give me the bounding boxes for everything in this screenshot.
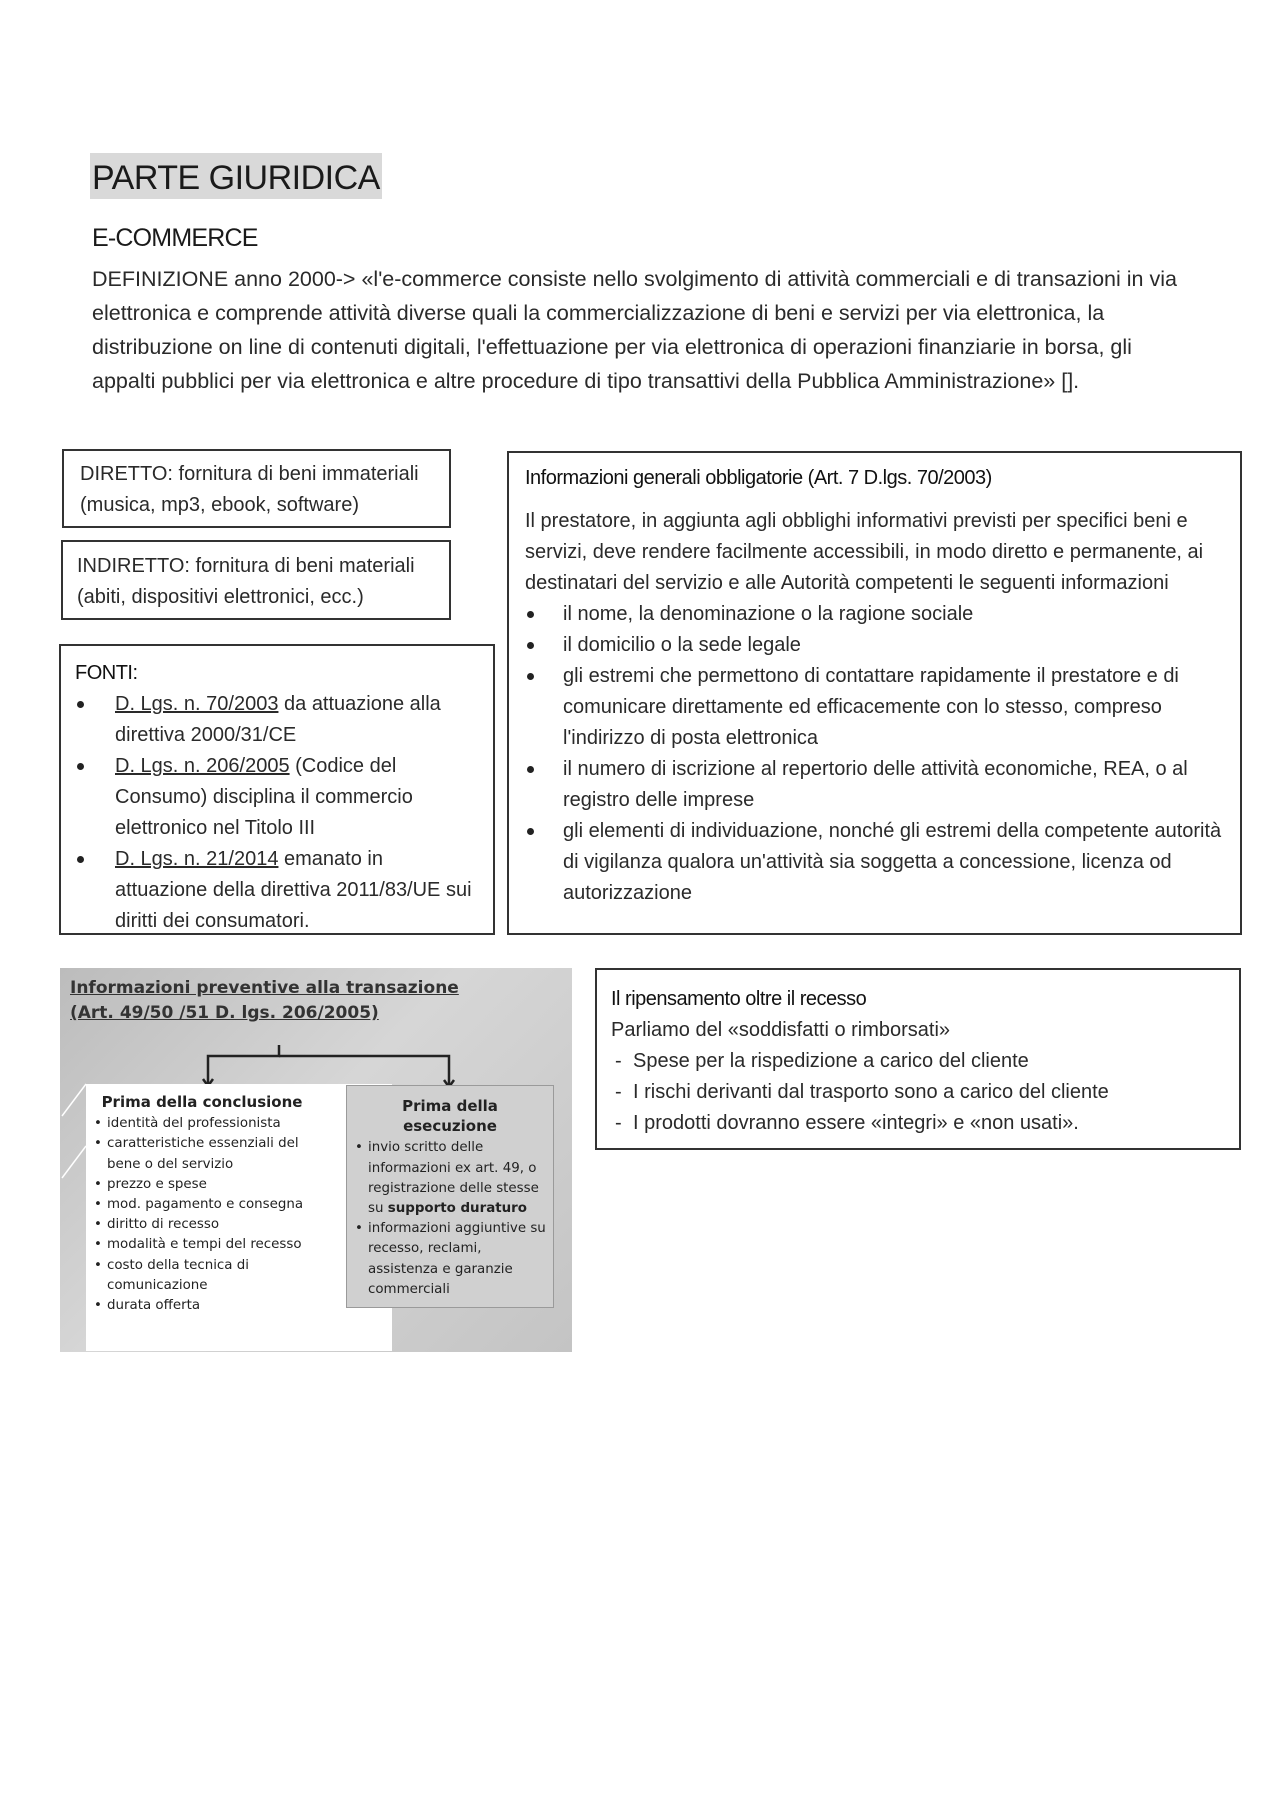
diretto-box <box>62 449 451 528</box>
list-item: - I rischi derivanti dal trasporto sono a carico del cliente <box>611 1077 1225 1108</box>
list-item: gli elementi di individuazione, nonché gli estremi della competente autorità di vigilanza qualora un'attività sia soggetta a concessione, licenza od autorizzazione <box>525 816 1224 909</box>
transaction-info-diagram <box>60 968 572 1352</box>
list-item: • costo della tecnica di comunicazione <box>92 1256 310 1296</box>
page-title: PARTE GIURIDICA <box>90 153 382 199</box>
prima-conclusione-list <box>92 1114 310 1316</box>
ripensamento-box <box>595 968 1241 1150</box>
info-intro: Il prestatore, in aggiunta agli obblighi informativi previsti per specifici beni e servizi, deve rendere facilmente accessibili, in modo diretto e permanente, ai destinatari del servizio e alle Autorità competenti le seguenti informazioni <box>525 510 1204 594</box>
section-title: E-COMMERCE <box>92 224 258 252</box>
diagram-title-line1: Informazioni preventive alla transazione <box>70 978 459 998</box>
indiretto-box <box>61 540 451 620</box>
list-item: il nome, la denominazione o la ragione sociale <box>525 599 1224 630</box>
list-item: il domicilio o la sede legale <box>525 630 1224 661</box>
list-item: • identità del professionista <box>92 1114 310 1134</box>
info-obbligatorie-box <box>507 451 1242 935</box>
list-item: • prezzo e spese <box>92 1175 310 1195</box>
indiretto-text: INDIRETTO: fornitura di beni materiali (abiti, dispositivi elettronici, ecc.) <box>77 555 415 608</box>
list-item <box>353 1138 547 1219</box>
prima-esecuzione-heading: Prima della esecuzione <box>402 1097 498 1136</box>
info-list <box>525 599 1224 909</box>
list-item: - Spese per la rispedizione a carico del cliente <box>611 1046 1225 1077</box>
law-link[interactable]: D. Lgs. n. 206/2005 <box>115 755 290 777</box>
prima-esecuzione-list <box>353 1138 547 1300</box>
law-link[interactable]: D. Lgs. n. 70/2003 <box>115 693 279 715</box>
item-emphasis: supporto duraturo <box>387 1201 527 1217</box>
item-text: invio scritto delle informazioni ex art. 49, o registrazione delle stesse su <box>368 1140 539 1217</box>
list-item <box>75 844 479 937</box>
list-item <box>75 751 479 844</box>
diagram-title-line2: (Art. 49/50 /51 D. lgs. 206/2005) <box>70 1003 379 1023</box>
ripensamento-list <box>611 1046 1225 1139</box>
law-link[interactable]: D. Lgs. n. 21/2014 <box>115 848 279 870</box>
definition-paragraph: DEFINIZIONE anno 2000-> «l'e-commerce consiste nello svolgimento di attività commerciali e di transazioni in via elettronica e comprende attività diverse quali la commercializzazione di beni e servizi per via elettronica, la distribuzione on line di contenuti digitali, l'effettuazione per via elettronica di operazioni finanziarie in borsa, gli appalti pubblici per via elettronica e altre procedure di tipo transattivi della Pubblica Amministrazione» []. <box>92 267 1177 393</box>
ripensamento-intro: Parliamo del «soddisfatti o rimborsati» <box>611 1019 951 1041</box>
list-item <box>75 689 479 751</box>
list-item: • diritto di recesso <box>92 1215 310 1235</box>
list-item: il numero di iscrizione al repertorio delle attività economiche, REA, o al registro delle imprese <box>525 754 1224 816</box>
fonti-heading: FONTI: <box>75 662 138 684</box>
list-item: • mod. pagamento e consegna <box>92 1195 310 1215</box>
list-item: • modalità e tempi del recesso <box>92 1235 310 1255</box>
list-item: - I prodotti dovranno essere «integri» e «non usati». <box>611 1108 1225 1139</box>
law-description: (Codice del Consumo) disciplina il commercio elettronico nel Titolo III <box>115 755 413 839</box>
list-item: gli estremi che permettono di contattare rapidamente il prestatore e di comunicare direttamente ed efficacemente con lo stesso, compreso l'indirizzo di posta elettronica <box>525 661 1224 754</box>
diretto-text: DIRETTO: fornitura di beni immateriali (musica, mp3, ebook, software) <box>80 463 419 516</box>
prima-conclusione-heading: Prima della conclusione <box>101 1093 303 1111</box>
list-item: • durata offerta <box>92 1296 310 1316</box>
fonti-list <box>75 689 479 937</box>
list-item: • informazioni aggiuntive su recesso, reclami, assistenza e garanzie commerciali <box>353 1219 547 1300</box>
ripensamento-heading: Il ripensamento oltre il recesso <box>611 988 867 1010</box>
info-heading: Informazioni generali obbligatorie (Art. 7 D.lgs. 70/2003) <box>525 467 992 489</box>
law-description: da attuazione alla direttiva 2000/31/CE <box>115 693 441 746</box>
fonti-box <box>59 644 495 935</box>
prima-esecuzione-panel <box>346 1085 554 1308</box>
list-item: • caratteristiche essenziali del bene o del servizio <box>92 1134 310 1174</box>
law-description: emanato in attuazione della direttiva 2011/83/UE sui diritti dei consumatori. <box>115 848 472 932</box>
